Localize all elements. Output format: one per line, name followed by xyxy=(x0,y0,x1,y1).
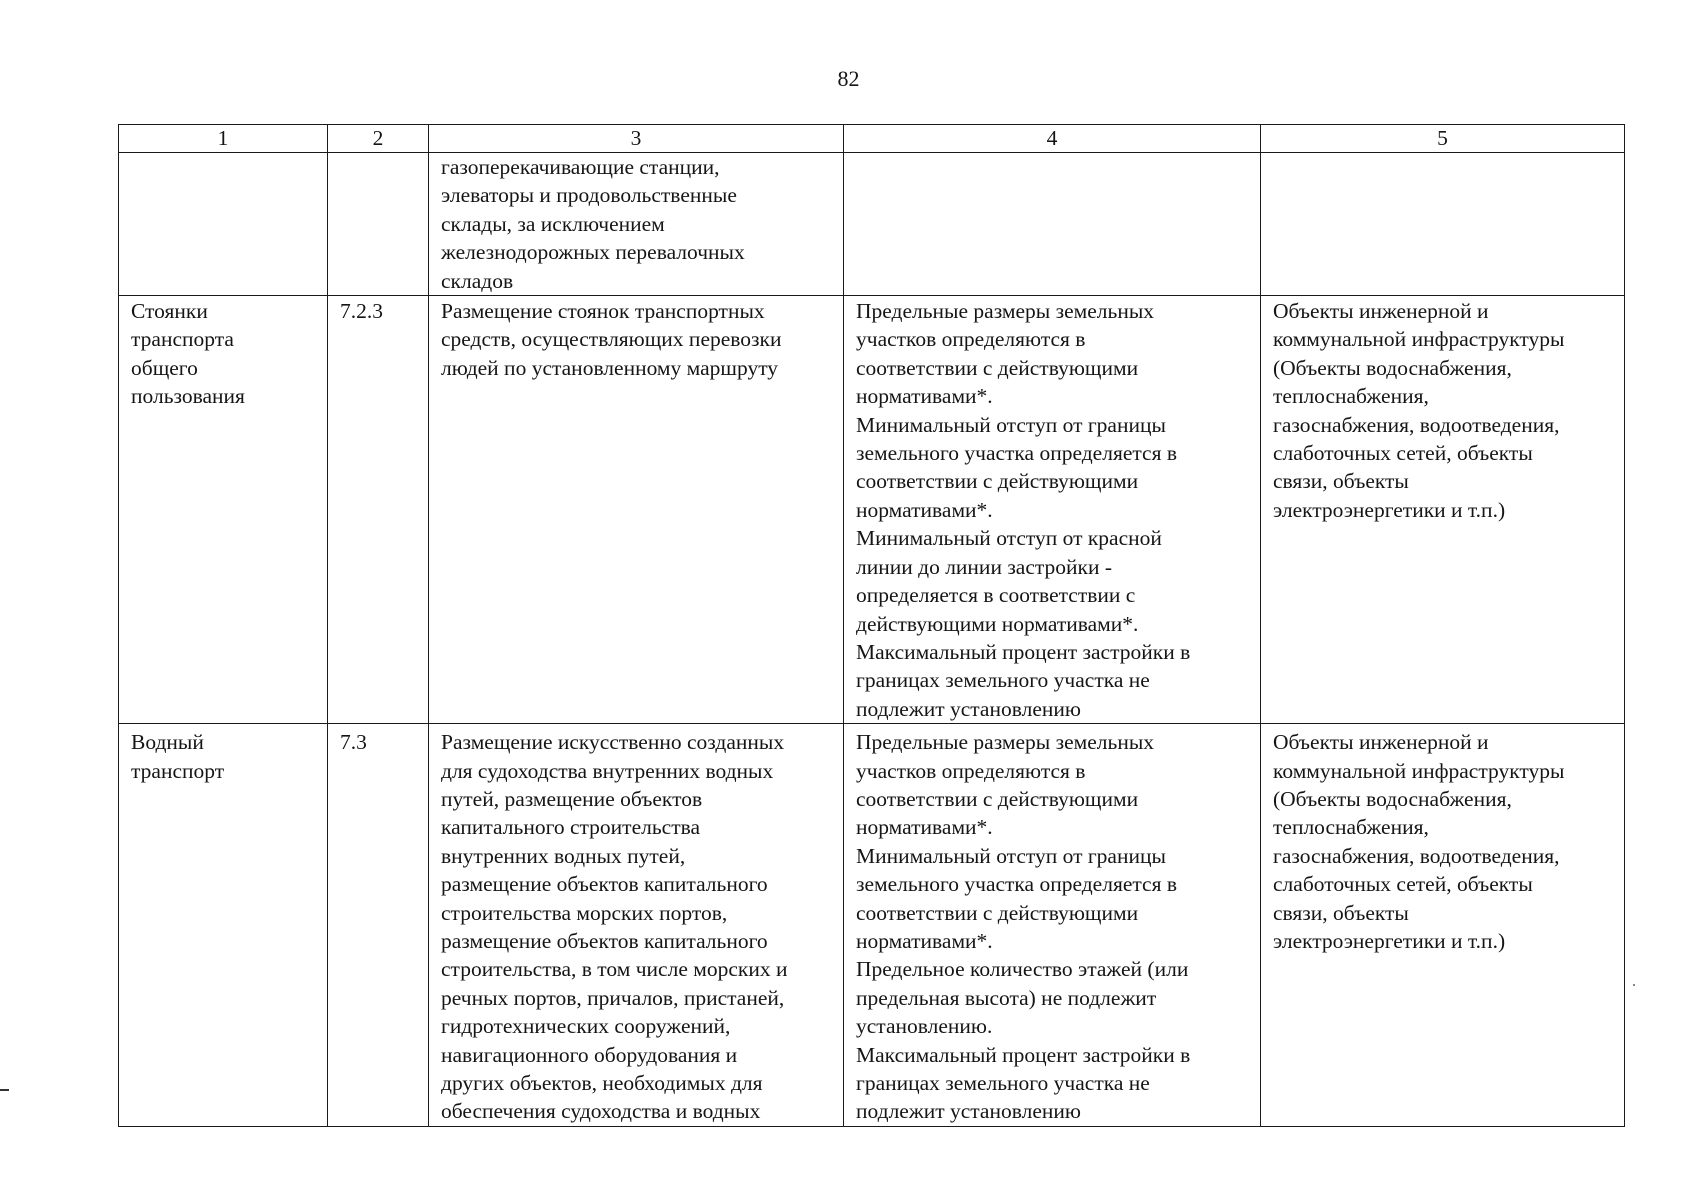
cell-auxiliary-uses: Объекты инженерной и коммунальной инфраструктуры (Объекты водоснабжения, теплоснабжения, газоснабжения, водоотведения, слаботочных сетей, объекты связи, объекты электроэнергетики и т.п.) xyxy=(1261,296,1625,724)
cell-parameters: Предельные размеры земельных участков определяются в соответствии с действующими нормативами*. Минимальный отступ от границы земельного участка определяется в соответствии с действующими нормативами*. Минимальный отступ от красной линии до линии застройки - определяется в соответствии с действующими нормативами*. Максимальный процент застройки в границах земельного участка не подлежит установлению xyxy=(844,296,1261,724)
column-header: 1 xyxy=(119,125,328,153)
cell-use-name: Стоянки транспорта общего пользования xyxy=(119,296,328,724)
table-header-row xyxy=(119,125,1625,153)
scan-speck xyxy=(1633,984,1635,986)
cell-auxiliary-uses xyxy=(1261,153,1625,296)
cell-use-name: Водный транспорт xyxy=(119,724,328,1127)
table-row xyxy=(119,724,1625,1127)
cell-use-description: газоперекачивающие станции, элеваторы и продовольственные склады, за исключением железнодорожных перевалочных складов xyxy=(429,153,844,296)
cell-auxiliary-uses: Объекты инженерной и коммунальной инфраструктуры (Объекты водоснабжения, теплоснабжения, газоснабжения, водоотведения, слаботочных сетей, объекты связи, объекты электроэнергетики и т.п.) xyxy=(1261,724,1625,1127)
table-row xyxy=(119,296,1625,724)
cell-use-code xyxy=(328,153,429,296)
column-header: 5 xyxy=(1261,125,1625,153)
cell-parameters: Предельные размеры земельных участков определяются в соответствии с действующими нормативами*. Минимальный отступ от границы земельного участка определяется в соответствии с действующими нормативами*. Предельное количество этажей (или предельная высота) не подлежит установлению. Максимальный процент застройки в границах земельного участка не подлежит установлению xyxy=(844,724,1261,1127)
table-row xyxy=(119,153,1625,296)
page-number: 82 xyxy=(837,66,860,91)
scan-edge-mark xyxy=(0,1089,9,1091)
cell-use-name xyxy=(119,153,328,296)
cell-parameters xyxy=(844,153,1261,296)
column-header: 3 xyxy=(429,125,844,153)
column-header: 2 xyxy=(328,125,429,153)
land-use-table xyxy=(118,124,1625,1127)
cell-use-code: 7.2.3 xyxy=(328,296,429,724)
cell-use-code: 7.3 xyxy=(328,724,429,1127)
cell-use-description: Размещение стоянок транспортных средств, осуществляющих перевозки людей по установленному маршруту xyxy=(429,296,844,724)
cell-use-description: Размещение искусственно созданных для судоходства внутренних водных путей, размещение объектов капитального строительства внутренних водных путей, размещение объектов капитального строительства морских портов, размещение объектов капитального строительства, в том числе морских и речных портов, причалов, пристаней, гидротехнических сооружений, навигационного оборудования и других объектов, необходимых для обеспечения судоходства и водных xyxy=(429,724,844,1127)
column-header: 4 xyxy=(844,125,1261,153)
